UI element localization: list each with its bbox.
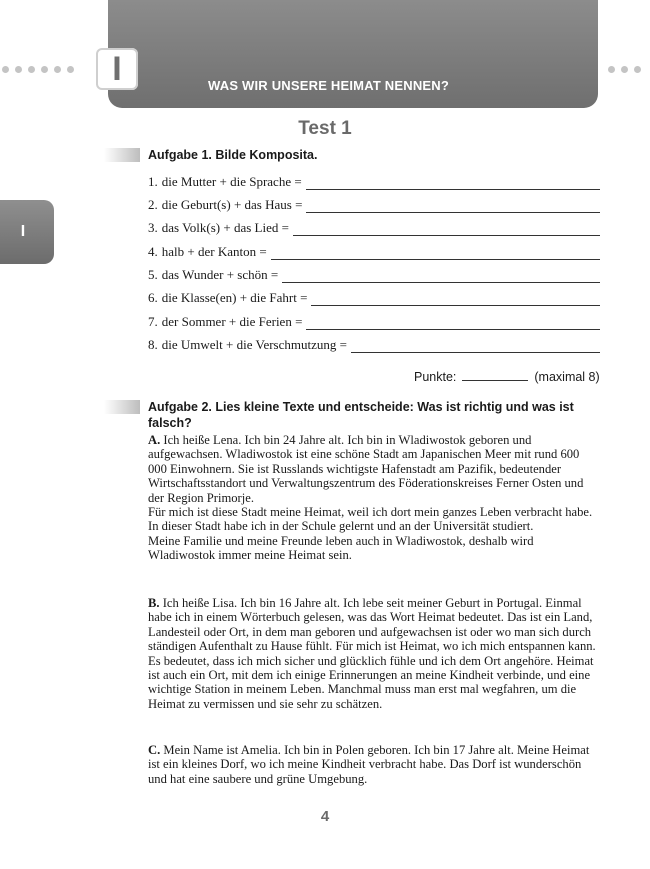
exercise-text: die Klasse(en) + die Fahrt = xyxy=(161,290,308,305)
chapter-title: WAS WIR UNSERE HEIMAT NENNEN? xyxy=(208,78,450,93)
text-body: Mein Name ist Amelia. Ich bin in Polen geboren. Ich bin 17 Jahre alt. Meine Heimat ist ein kleines Dorf, wo ich meine Kindheit verbracht habe. Das Dorf ist wunderschön und hat eine saubere und grüne Umgebung. xyxy=(148,743,590,786)
answer-line[interactable] xyxy=(293,222,600,236)
text-letter: C. xyxy=(148,743,161,757)
exercise-item xyxy=(148,172,600,190)
task2-heading: Aufgabe 2. Lies kleine Texte und entscheide: Was ist richtig und was ist falsch? xyxy=(148,400,574,430)
answer-line[interactable] xyxy=(271,246,600,260)
score-label: Punkte: xyxy=(414,370,457,384)
exercise-number: 8. xyxy=(148,337,158,352)
exercise-text: die Geburt(s) + das Haus = xyxy=(161,197,303,212)
test-title: Test 1 xyxy=(298,118,352,139)
answer-line[interactable] xyxy=(306,176,600,190)
exercise-text: die Umwelt + die Verschmutzung = xyxy=(161,337,347,352)
exercise-item xyxy=(148,288,600,306)
dot xyxy=(15,66,22,73)
exercise-number: 7. xyxy=(148,314,158,329)
exercise-number: 2. xyxy=(148,197,158,212)
exercise-text: das Volk(s) + das Lied = xyxy=(161,220,289,235)
header-dots-left xyxy=(2,66,74,73)
dot xyxy=(634,66,641,73)
exercise-number: 1. xyxy=(148,174,158,189)
score-line xyxy=(414,368,600,384)
exercise-text: halb + der Kanton = xyxy=(161,244,267,259)
reading-text-c xyxy=(148,743,600,786)
dot xyxy=(608,66,615,73)
dot xyxy=(2,66,9,73)
dot xyxy=(67,66,74,73)
dot xyxy=(621,66,628,73)
score-max: (maximal 8) xyxy=(534,370,600,384)
answer-line[interactable] xyxy=(282,269,600,283)
exercise-item xyxy=(148,312,600,330)
answer-line[interactable] xyxy=(306,199,600,213)
score-input-line[interactable] xyxy=(462,368,528,381)
chapter-badge xyxy=(96,48,138,90)
header-dots-right xyxy=(608,66,641,73)
exercise-text: die Mutter + die Sprache = xyxy=(161,174,302,189)
task-marker-bar xyxy=(104,400,140,414)
chapter-letter: I xyxy=(112,49,122,88)
dot xyxy=(54,66,61,73)
exercise-number: 4. xyxy=(148,244,158,259)
text-body: Ich heiße Lena. Ich bin 24 Jahre alt. Ich bin in Wladiwostok geboren und aufgewachsen. Wladiwostok ist eine schöne Stadt am Japanischen Meer mit rund 600 000 Einwohnern. Sie ist Russlands wichtigste Hafenstadt am Pazifik, bedeutender Wirtschaftsstandort und Verwaltungszentrum des Föderationskreises Ferner Osten und der Region Primorje. Für mich ist diese Stadt meine Heimat, weil ich dort mein ganzes Leben verbracht habe. In dieser Stadt habe ich in der Schule gelernt und an der Universität studiert. Meine Familie und meine Freunde leben auch in Wladiwostok, deshalb wird Wladiwostok immer meine Heimat sein. xyxy=(148,433,593,563)
text-letter: B. xyxy=(148,596,160,610)
exercise-number: 3. xyxy=(148,220,158,235)
reading-text-b xyxy=(148,596,600,711)
exercise-item xyxy=(148,335,600,353)
answer-line[interactable] xyxy=(351,339,600,353)
exercise-item xyxy=(148,265,600,283)
dot xyxy=(41,66,48,73)
side-chapter-tab-label: I xyxy=(20,223,26,240)
text-letter: A. xyxy=(148,433,161,447)
exercise-item xyxy=(148,195,600,213)
exercise-text: der Sommer + die Ferien = xyxy=(161,314,303,329)
exercise-item xyxy=(148,218,600,236)
exercise-number: 6. xyxy=(148,290,158,305)
text-body: Ich heiße Lisa. Ich bin 16 Jahre alt. Ich lebe seit meiner Geburt in Portugal. Einmal habe ich in einem Wörterbuch gelesen, was das Wort Heimat bedeutet. Das ist ein Land, Landesteil oder Ort, in dem man geboren und aufgewachsen ist oder wo man sich durch ständigen Aufenthalt zu Hause fühlt. Für mich ist Heimat, wo ich mich entspannen kann. Es bedeutet, dass ich mich sicher und glücklich fühle und ich dem Ort angehöre. Heimat ist auch ein Ort, mit dem ich einige Erinnerungen an meine Kindheit verbinde, und eine wichtige Station in meinem Leben. Manchmal muss man erst mal wegfahren, um die Heimat zu vermissen und sie sehr zu schätzen. xyxy=(148,596,596,711)
exercise-text: das Wunder + schön = xyxy=(161,267,279,282)
answer-line[interactable] xyxy=(306,316,600,330)
exercise-item xyxy=(148,242,600,260)
exercise-number: 5. xyxy=(148,267,158,282)
task-marker-bar xyxy=(104,148,140,162)
reading-text-a xyxy=(148,433,600,563)
task1-heading: Aufgabe 1. Bilde Komposita. xyxy=(148,148,318,162)
dot xyxy=(28,66,35,73)
answer-line[interactable] xyxy=(311,292,600,306)
page-number: 4 xyxy=(320,808,330,825)
